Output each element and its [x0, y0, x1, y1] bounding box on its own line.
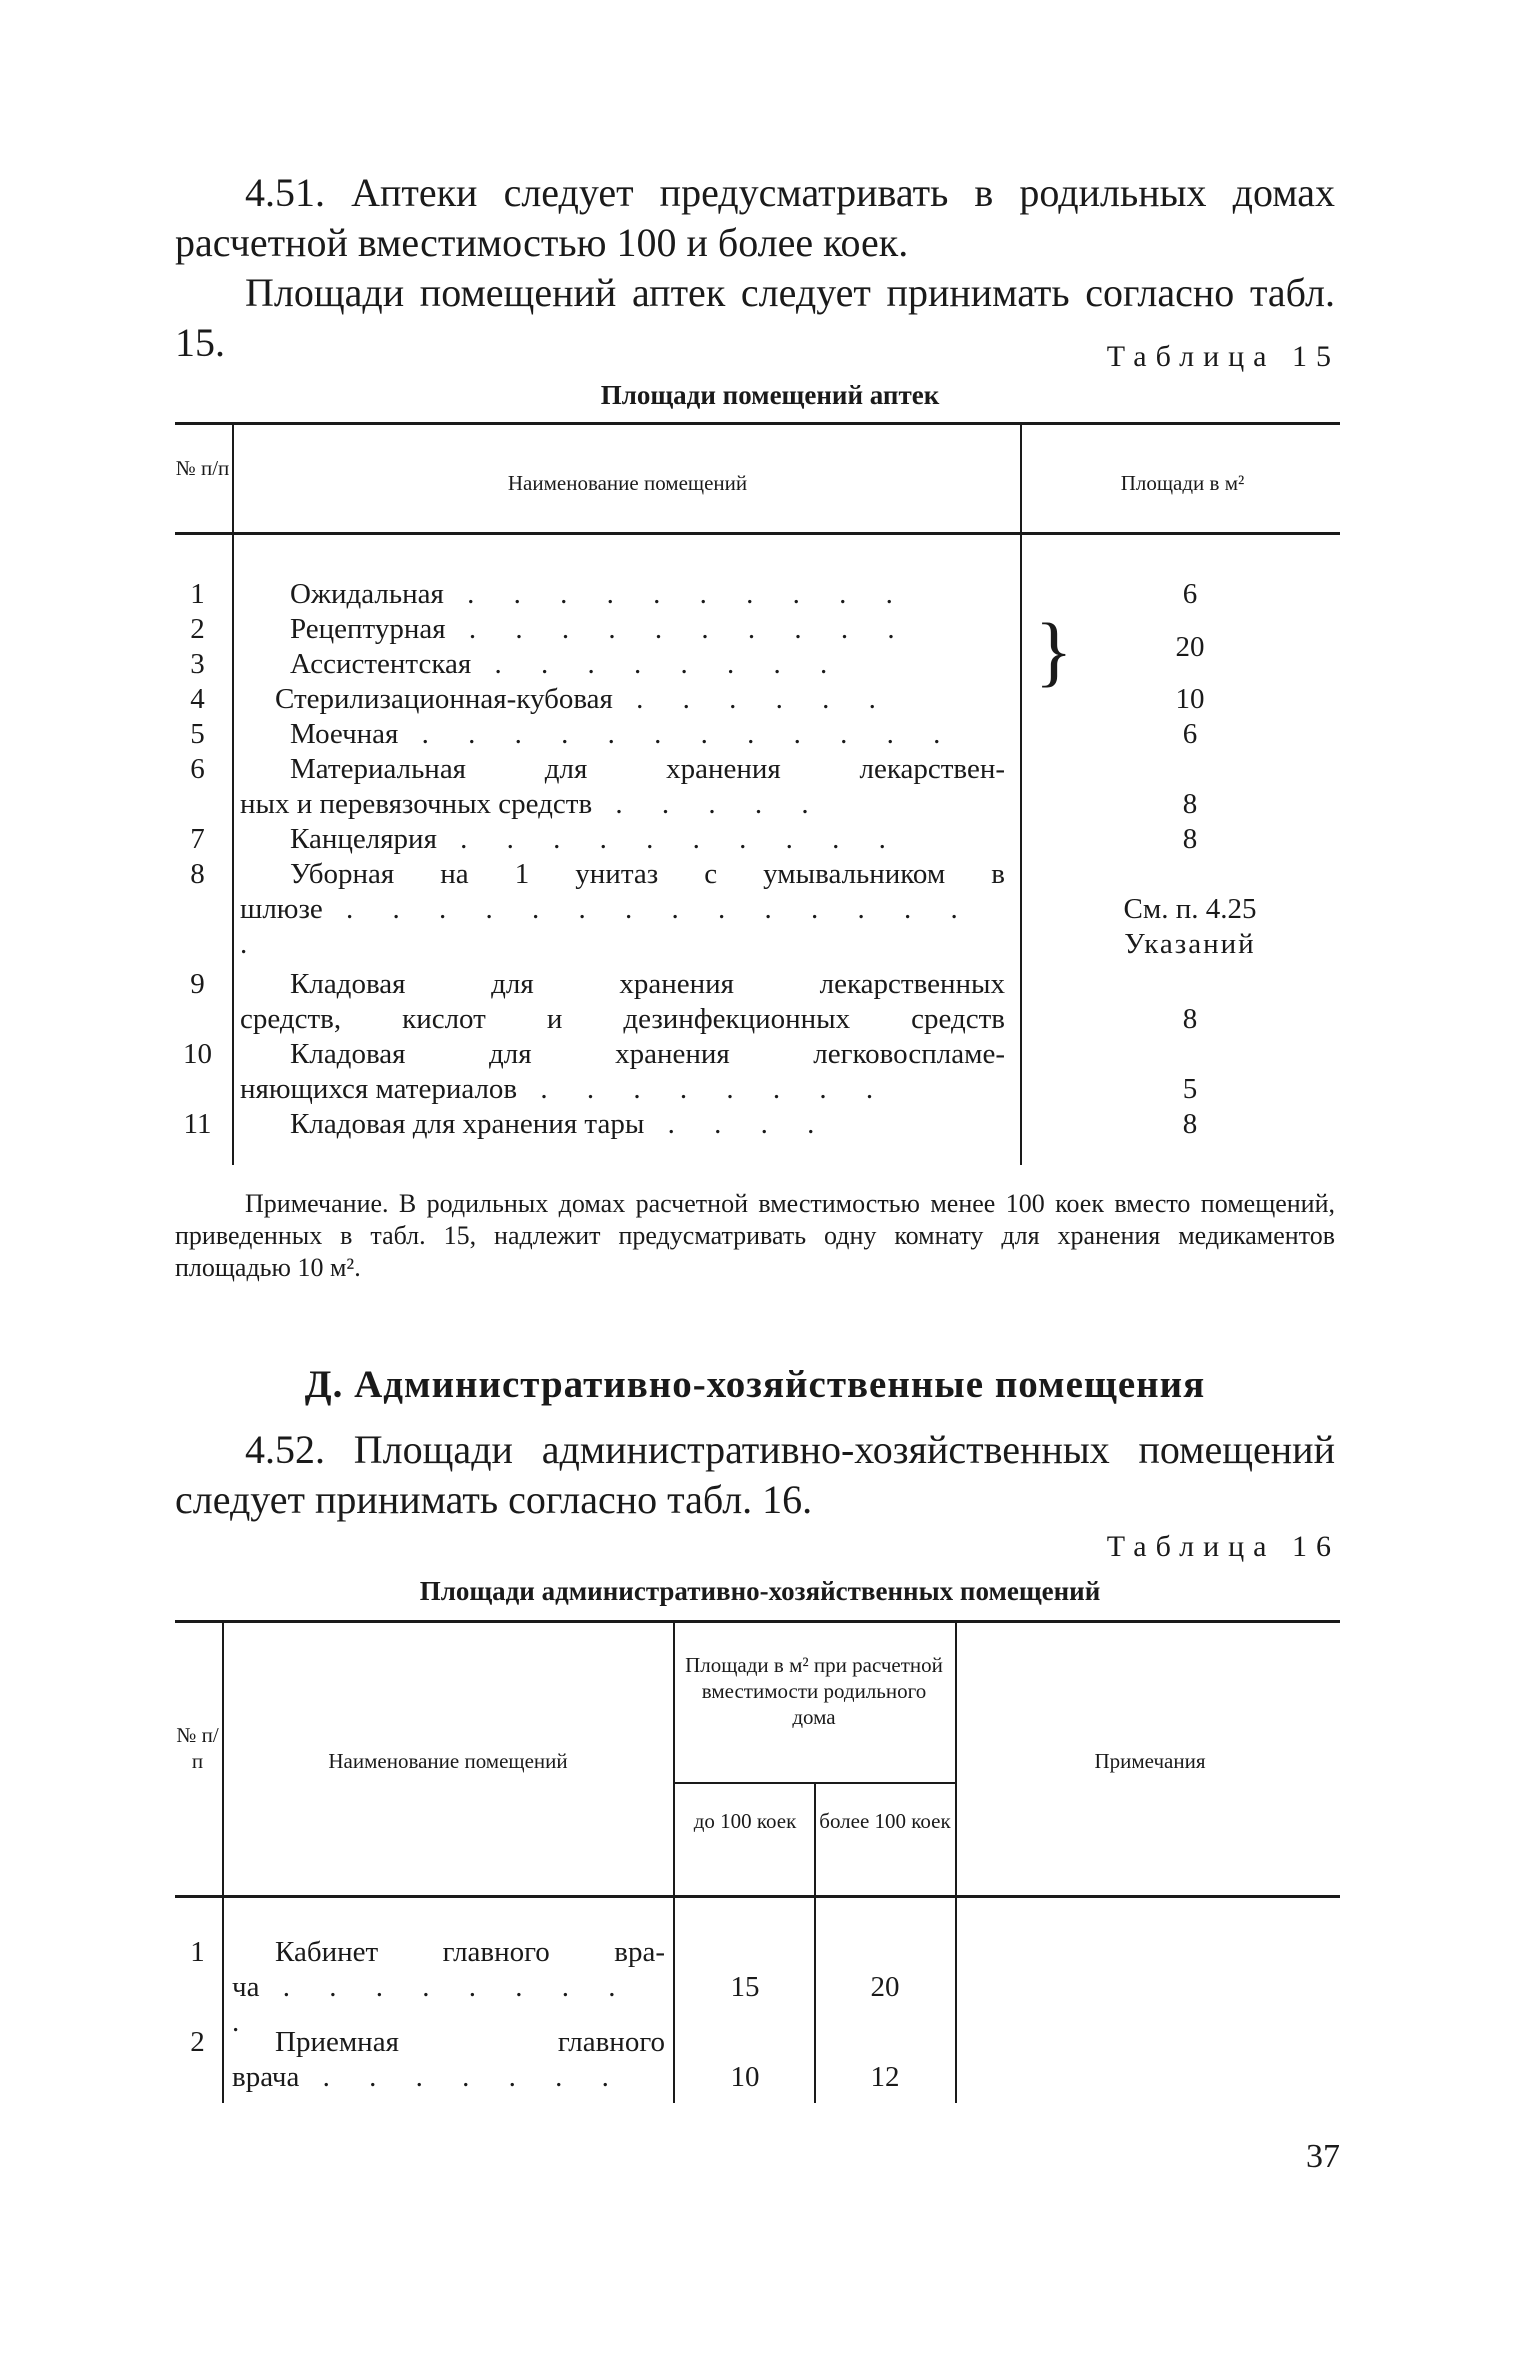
table-row-name: Рецептурная . . . . . . . . . . [290, 613, 911, 645]
table-row-area: 8 [1182, 1003, 1198, 1035]
table-row-area: 8 [1182, 823, 1198, 855]
table-15-header-num: № п/п [175, 456, 230, 480]
table-row-num: 11 [183, 1108, 212, 1140]
table-row-num: 1 [190, 578, 205, 610]
table-16-header-area: Площади в м² при расчетной вместимости родильного дома [685, 1653, 943, 1729]
table-row-name: Ожидальная . . . . . . . . . . [290, 578, 909, 610]
table-row-area-line2: Указаний [1124, 928, 1256, 960]
table-row-name-line2: врача . . . . . . . [232, 2061, 625, 2093]
table-row-area: 6 [1182, 578, 1198, 610]
table-16-caption: Площади административно-хозяйственных помещений [419, 1576, 1101, 1606]
table-row-area-large: 20 [870, 1971, 900, 2003]
table-row-area-line1: См. п. 4.25 [1123, 893, 1257, 925]
table-row-num: 4 [190, 683, 205, 715]
table-row-num: 6 [190, 753, 205, 785]
table-row-name-line2: шлюзе . . . . . . . . . . . . . . . [240, 893, 974, 960]
table-row-name: Моечная . . . . . . . . . . . . [290, 718, 957, 750]
table-row-name-line2: ных и перевязочных средств . . . . . [240, 788, 825, 820]
table-15-note: Примечание. В родильных домах расчетной вместимостью менее 100 коек вместо помещений, приведенных в табл. 15, надлежит предусматривать одну комнату для хранения медикаментов площадью 10 м². [175, 1189, 1335, 1282]
paragraph-4-51: 4.51. Аптеки следует предусматривать в родильных домах расчетной вместимостью 100 и более коек. [175, 170, 1335, 265]
table-row-num: 1 [190, 1936, 205, 1968]
table-row-area-large: 12 [870, 2061, 900, 2093]
table-row-area: 8 [1182, 1108, 1198, 1140]
section-title: Д. Административно-хозяйственные помещения [304, 1363, 1206, 1406]
table-row-name-line1: Материальная для хранения лекарствен- [290, 753, 1005, 785]
table-row-name-line2: няющихся материалов . . . . . . . . [240, 1073, 890, 1105]
table-row-num: 9 [190, 968, 205, 1000]
brace-rows-2-3: } [1035, 607, 1073, 694]
paragraph-4-51-areas: Площади помещений аптек следует принимать согласно табл. 15. [175, 270, 1335, 365]
table-row-num: 5 [190, 718, 205, 750]
table-row-name-line1: Уборная на 1 унитаз с умывальником в [290, 858, 1005, 890]
table-row-name-line1: Кладовая для хранения лекарственных [290, 968, 1005, 1000]
table-row-name-line1: Приемная главного [275, 2026, 665, 2058]
table-15-header-name: Наименование помещений [507, 471, 748, 495]
table-15-header-area: Площади в м² [1120, 471, 1245, 495]
table-row-num: 3 [190, 648, 205, 680]
table-row-num: 2 [190, 613, 205, 645]
table-row-area: 5 [1182, 1073, 1198, 1105]
table-row-area-small: 10 [730, 2061, 760, 2093]
table-16-header-name: Наименование помещений [328, 1749, 568, 1773]
table-row-name: Стерилизационная-кубовая . . . . . . [275, 683, 892, 715]
table-row-name: Ассистентская . . . . . . . . [290, 648, 844, 680]
table-row-num: 8 [190, 858, 205, 890]
table-row-name-line1: Кабинет главного вра- [275, 1936, 665, 1968]
table-16-header-area-small: до 100 коек [693, 1809, 797, 1833]
table-row-num: 2 [190, 2026, 205, 2058]
table-row-name-line2: средств, кислот и дезинфекционных средств [240, 1003, 1005, 1035]
paragraph-4-52: 4.52. Площади административно-хозяйственных помещений следует принимать согласно табл. 16. [175, 1427, 1335, 1522]
table-row-name: Канцелярия . . . . . . . . . . [290, 823, 902, 855]
table-16-label: Таблица 16 [1106, 1530, 1340, 1563]
table-row-num: 10 [183, 1038, 212, 1070]
page-number: 37 [1306, 2138, 1340, 2175]
table-row-name: Кладовая для хранения тары . . . . [290, 1108, 831, 1140]
table-row-area: 10 [1175, 683, 1205, 715]
table-row-area: 8 [1182, 788, 1198, 820]
table-row-name-line2: ча . . . . . . . . . [232, 1971, 632, 2038]
table-row-name-line1: Кладовая для хранения легковоспламе- [290, 1038, 1005, 1070]
table-16-header-area-large: более 100 коек [819, 1809, 951, 1833]
table-15-label: Таблица 15 [1106, 340, 1340, 373]
table-16-header-num: № п/п [176, 1723, 219, 1773]
table-15-caption: Площади помещений аптек [600, 380, 940, 410]
table-row-num: 7 [190, 823, 205, 855]
table-row-area: 20 [1175, 631, 1205, 663]
table-16-header-notes: Примечания [1094, 1749, 1206, 1773]
table-row-area-small: 15 [730, 1971, 760, 2003]
table-row-area: 6 [1182, 718, 1198, 750]
